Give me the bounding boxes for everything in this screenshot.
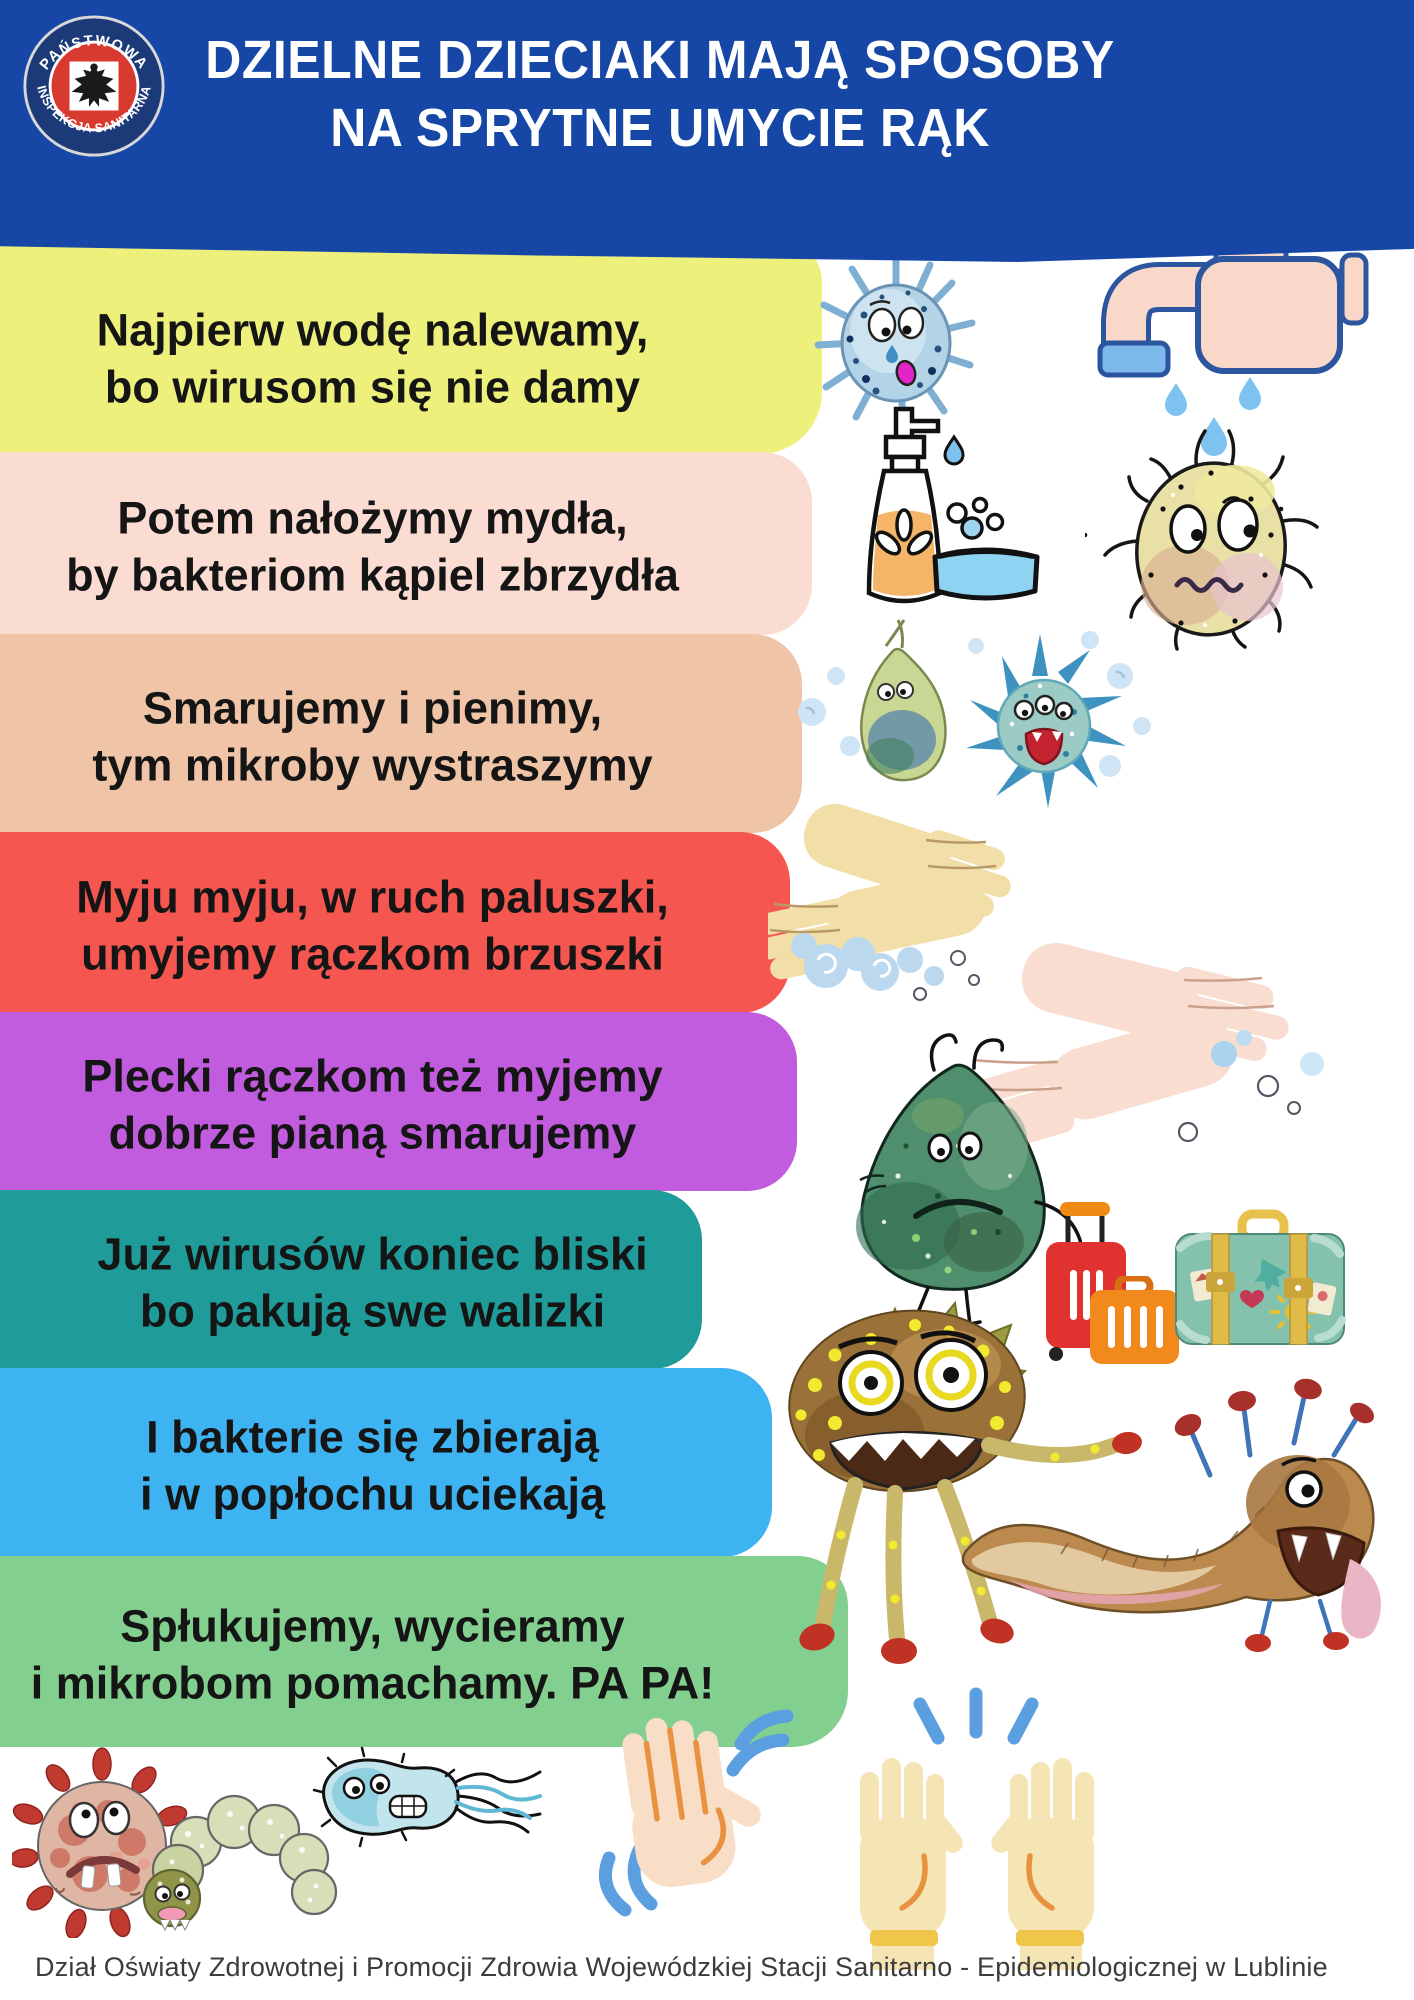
verse-band-6 (0, 1190, 702, 1369)
pear-germ (861, 620, 945, 780)
worm-legs (1262, 1601, 1330, 1635)
verse-band-5 (0, 1012, 797, 1191)
verse-8-line-2: i mikrobom pomachamy. PA PA! (30, 1657, 715, 1709)
verse-7-line-2: i w popłochu uciekają (139, 1468, 606, 1520)
sanitary-inspection-logo (22, 14, 166, 158)
raised-hands-illustration (846, 1686, 1108, 1970)
faucet-body (1198, 259, 1340, 371)
verse-3-line-2: tym mikroby wystraszymy (92, 739, 653, 791)
verse-6-line-1: Już wirusów koniec bliski (97, 1228, 648, 1280)
verse-band-7 (0, 1368, 772, 1557)
verse-1-line-1: Najpierw wodę nalewamy, (96, 304, 649, 356)
verse-band-3 (0, 634, 802, 833)
antennae (932, 1035, 1003, 1070)
page-title-line2: NA SPRYTNE UMYCIE RĄK (330, 97, 990, 158)
right-wristband (1016, 1930, 1084, 1946)
verse-band-1 (0, 238, 822, 454)
soap-bar-illustration (925, 495, 1047, 627)
verse-4-line-2: umyjemy rączkom brzuszki (81, 928, 664, 980)
verse-7-line-1: I bakterie się zbierają (146, 1411, 599, 1463)
verse-6-line-2: bo pakują swe walizki (139, 1285, 606, 1337)
verse-band-4 (0, 832, 790, 1013)
verse-3-line-1: Smarujemy i pienimy, (142, 682, 603, 734)
brown-worm-germ-illustration (948, 1363, 1392, 1657)
faucet-tip (1100, 343, 1168, 375)
verse-band-2 (0, 452, 812, 635)
logo-arc-bottom-text: INSPEKCJA SANITARNA (34, 83, 154, 136)
flagella-germ-illustration (306, 1746, 548, 1848)
verse-5-line-2: dobrze pianą smarujemy (108, 1107, 637, 1159)
left-wristband (870, 1930, 938, 1946)
footer-credit: Dział Oświaty Zdrowotnej i Promocji Zdrowia Wojewódzkiej Stacji Sanitarno - Epidemiologicznej w Lublinie (35, 1952, 1328, 1982)
flagella (456, 1772, 540, 1832)
verse-4-line-1: Myju myju, w ruch paluszki, (76, 871, 669, 923)
waving-hand-illustration (581, 1696, 799, 1926)
grin-teeth (390, 1796, 426, 1817)
celebrate-strokes (920, 1694, 1032, 1738)
page-title-line1: DZIELNE DZIECIAKI MAJĄ SPOSOBY (205, 29, 1115, 90)
head-spikes (1171, 1376, 1378, 1475)
teal-suitcase-illustration (1172, 1208, 1349, 1350)
verse-1-line-2: bo wirusom się nie damy (104, 360, 641, 412)
logo-arc-top-text: PAŃSTWOWA (37, 32, 151, 74)
page-title (140, 26, 1180, 162)
verse-5-line-1: Plecki rączkom też myjemy (82, 1050, 663, 1102)
verse-2-line-2: by bakteriom kąpiel zbrzydła (66, 549, 679, 601)
verse-8-line-1: Spłukujemy, wycieramy (120, 1600, 625, 1652)
spiky-teal-germ (966, 634, 1126, 808)
verse-2-line-1: Potem nałożymy mydła, (117, 492, 628, 544)
